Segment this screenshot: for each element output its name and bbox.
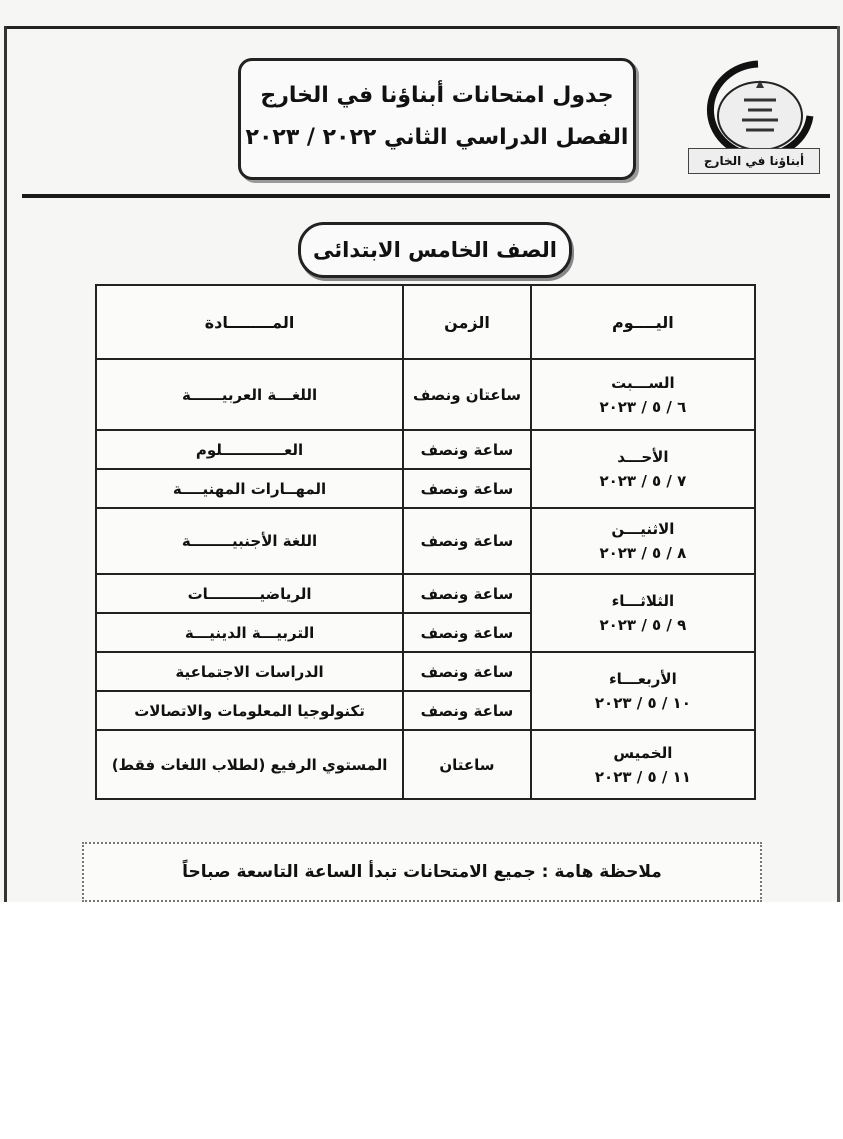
duration-cell: ساعة ونصف bbox=[403, 430, 531, 469]
page-title: جدول امتحانات أبناؤنا في الخارج bbox=[260, 83, 614, 108]
duration-cell: ساعتان ونصف bbox=[403, 359, 531, 430]
table-row bbox=[96, 508, 755, 574]
subject-cell: اللغة الأجنبيــــــــة bbox=[96, 508, 403, 574]
duration-cell: ساعة ونصف bbox=[403, 574, 531, 613]
exam-schedule-table bbox=[95, 284, 756, 800]
frame-left-border bbox=[4, 26, 7, 902]
day-cell bbox=[531, 430, 755, 508]
day-date: ٦ / ٥ / ٢٠٢٣ bbox=[599, 397, 687, 416]
duration-cell: ساعة ونصف bbox=[403, 613, 531, 652]
table-row bbox=[96, 574, 755, 613]
subject-cell: المهــارات المهنيــــة bbox=[96, 469, 403, 508]
subject-cell: المستوي الرفيع (لطلاب اللغات فقط) bbox=[96, 730, 403, 799]
day-name: الخميس bbox=[613, 743, 673, 762]
day-date: ٧ / ٥ / ٢٠٢٣ bbox=[599, 472, 687, 490]
logo-caption: أبناؤنا في الخارج bbox=[688, 148, 820, 174]
table-header-row bbox=[96, 285, 755, 359]
day-cell bbox=[531, 652, 755, 730]
frame-right-border bbox=[837, 26, 840, 902]
day-cell bbox=[531, 359, 755, 430]
subject-cell: الدراسات الاجتماعية bbox=[96, 652, 403, 691]
table-row bbox=[96, 359, 755, 430]
header-day: اليــــوم bbox=[531, 285, 755, 359]
day-date: ٨ / ٥ / ٢٠٢٣ bbox=[599, 544, 687, 562]
header-duration: الزمن bbox=[403, 285, 531, 359]
duration-cell: ساعة ونصف bbox=[403, 469, 531, 508]
day-cell bbox=[531, 730, 755, 799]
duration-cell: ساعتان bbox=[403, 730, 531, 799]
subject-cell: تكنولوجيا المعلومات والاتصالات bbox=[96, 691, 403, 730]
day-date: ١٠ / ٥ / ٢٠٢٣ bbox=[594, 694, 691, 712]
day-name: الأحـــد bbox=[617, 448, 669, 466]
subject-cell: التربيـــة الدينيـــة bbox=[96, 613, 403, 652]
day-date: ٩ / ٥ / ٢٠٢٣ bbox=[599, 616, 687, 634]
grade-label: الصف الخامس الابتدائى bbox=[298, 222, 572, 278]
subject-cell: الرياضيــــــــــات bbox=[96, 574, 403, 613]
page-subtitle: الفصل الدراسي الثاني ٢٠٢٢ / ٢٠٢٣ bbox=[245, 125, 629, 150]
table-row bbox=[96, 730, 755, 799]
duration-cell: ساعة ونصف bbox=[403, 508, 531, 574]
table-row bbox=[96, 430, 755, 469]
day-cell bbox=[531, 508, 755, 574]
important-note: ملاحظة هامة : جميع الامتحانات تبدأ الساعة التاسعة صباحاً bbox=[82, 842, 762, 902]
subject-cell: العــــــــــــلوم bbox=[96, 430, 403, 469]
duration-cell: ساعة ونصف bbox=[403, 691, 531, 730]
header-subject: المــــــــادة bbox=[96, 285, 403, 359]
subject-cell: اللغـــة العربيــــــة bbox=[96, 359, 403, 430]
duration-cell: ساعة ونصف bbox=[403, 652, 531, 691]
title-box bbox=[238, 58, 636, 180]
table-row bbox=[96, 652, 755, 691]
day-name: الاثنيـــن bbox=[611, 520, 675, 538]
day-name: الأربعـــاء bbox=[609, 670, 677, 688]
day-name: الســـبت bbox=[611, 373, 675, 392]
frame-top-border bbox=[4, 26, 840, 29]
day-cell bbox=[531, 574, 755, 652]
header-divider bbox=[22, 194, 830, 198]
day-date: ١١ / ٥ / ٢٠٢٣ bbox=[594, 767, 691, 786]
day-name: الثلاثـــاء bbox=[611, 592, 675, 610]
